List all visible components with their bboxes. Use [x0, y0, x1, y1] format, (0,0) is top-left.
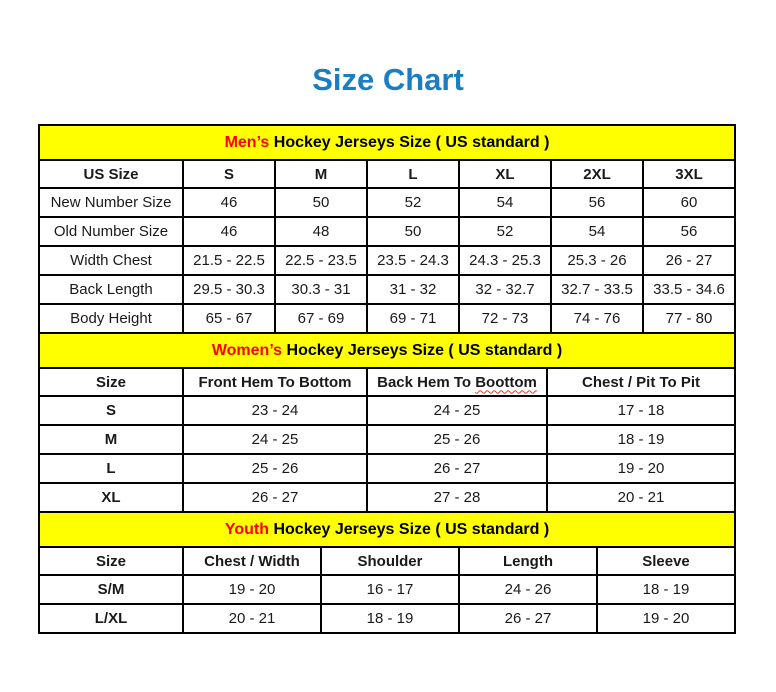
- mens-row-label: Body Height: [39, 304, 183, 333]
- mens-section-band: [39, 125, 735, 160]
- mens-band-accent: Men’s: [224, 133, 270, 151]
- cell: 33.5 - 34.6: [643, 275, 735, 304]
- mens-row-label: Width Chest: [39, 246, 183, 275]
- table-row: [39, 275, 735, 304]
- mens-band-title: [39, 125, 735, 160]
- youth-size-label: S/M: [39, 575, 183, 604]
- youth-col-header-size: Size: [39, 547, 183, 575]
- mens-size-table: [38, 124, 736, 334]
- cell: 74 - 76: [551, 304, 643, 333]
- cell: 31 - 32: [367, 275, 459, 304]
- table-row: [39, 483, 735, 512]
- mens-col-header-xl: XL: [459, 160, 551, 188]
- table-row: [39, 217, 735, 246]
- cell: 32.7 - 33.5: [551, 275, 643, 304]
- youth-col-header-sleeve: Sleeve: [597, 547, 735, 575]
- youth-size-table: [38, 511, 736, 634]
- womens-band-accent: Women’s: [211, 341, 283, 359]
- cell: 26 - 27: [367, 454, 547, 483]
- cell: 32 - 32.7: [459, 275, 551, 304]
- cell: 25.3 - 26: [551, 246, 643, 275]
- size-chart: [38, 124, 734, 634]
- table-row: [39, 246, 735, 275]
- cell: 60: [643, 188, 735, 217]
- womens-size-table: [38, 332, 736, 513]
- cell: 19 - 20: [183, 575, 321, 604]
- womens-band-rest: Hockey Jerseys Size ( US standard ): [282, 341, 563, 359]
- page-title: Size Chart: [312, 62, 464, 97]
- cell: 24.3 - 25.3: [459, 246, 551, 275]
- cell: 19 - 20: [547, 454, 735, 483]
- womens-col-header-size: Size: [39, 368, 183, 396]
- cell: 23 - 24: [183, 396, 367, 425]
- womens-col-header-front-hem: Front Hem To Bottom: [183, 368, 367, 396]
- womens-size-label: XL: [39, 483, 183, 512]
- cell: 21.5 - 22.5: [183, 246, 275, 275]
- back-hem-label: Back Hem To: [377, 373, 476, 391]
- mens-row-label: Old Number Size: [39, 217, 183, 246]
- cell: 69 - 71: [367, 304, 459, 333]
- womens-col-header-back-hem: [367, 368, 547, 396]
- cell: 26 - 27: [459, 604, 597, 633]
- womens-header-row: [39, 368, 735, 396]
- cell: 56: [643, 217, 735, 246]
- table-row: [39, 425, 735, 454]
- cell: 19 - 20: [597, 604, 735, 633]
- table-row: [39, 396, 735, 425]
- cell: 50: [367, 217, 459, 246]
- misspelled-word: Boottom: [475, 373, 537, 391]
- cell: 54: [551, 217, 643, 246]
- cell: 50: [275, 188, 367, 217]
- cell: 16 - 17: [321, 575, 459, 604]
- cell: 20 - 21: [183, 604, 321, 633]
- cell: 72 - 73: [459, 304, 551, 333]
- womens-col-header-chest: Chest / Pit To Pit: [547, 368, 735, 396]
- mens-row-label: Back Length: [39, 275, 183, 304]
- cell: 67 - 69: [275, 304, 367, 333]
- youth-band-accent: Youth: [224, 520, 270, 538]
- youth-size-label: L/XL: [39, 604, 183, 633]
- cell: 18 - 19: [597, 575, 735, 604]
- youth-band-title: [39, 512, 735, 547]
- table-row: [39, 304, 735, 333]
- cell: 54: [459, 188, 551, 217]
- cell: 24 - 25: [183, 425, 367, 454]
- cell: 23.5 - 24.3: [367, 246, 459, 275]
- youth-band-rest: Hockey Jerseys Size ( US standard ): [269, 520, 550, 538]
- womens-size-label: L: [39, 454, 183, 483]
- cell: 17 - 18: [547, 396, 735, 425]
- cell: 20 - 21: [547, 483, 735, 512]
- cell: 26 - 27: [643, 246, 735, 275]
- mens-band-rest: Hockey Jerseys Size ( US standard ): [269, 133, 550, 151]
- youth-col-header-shoulder: Shoulder: [321, 547, 459, 575]
- cell: 24 - 25: [367, 396, 547, 425]
- mens-col-header-m: M: [275, 160, 367, 188]
- youth-header-row: [39, 547, 735, 575]
- womens-size-label: M: [39, 425, 183, 454]
- mens-row-label: New Number Size: [39, 188, 183, 217]
- mens-col-header-3xl: 3XL: [643, 160, 735, 188]
- womens-size-label: S: [39, 396, 183, 425]
- cell: 18 - 19: [321, 604, 459, 633]
- table-row: [39, 604, 735, 633]
- table-row: [39, 454, 735, 483]
- cell: 29.5 - 30.3: [183, 275, 275, 304]
- cell: 46: [183, 217, 275, 246]
- cell: 18 - 19: [547, 425, 735, 454]
- table-row: [39, 575, 735, 604]
- youth-col-header-chest-width: Chest / Width: [183, 547, 321, 575]
- mens-header-row: [39, 160, 735, 188]
- cell: 25 - 26: [183, 454, 367, 483]
- womens-section-band: [39, 333, 735, 368]
- cell: 48: [275, 217, 367, 246]
- mens-col-header-l: L: [367, 160, 459, 188]
- youth-col-header-length: Length: [459, 547, 597, 575]
- mens-col-header-2xl: 2XL: [551, 160, 643, 188]
- cell: 56: [551, 188, 643, 217]
- cell: 24 - 26: [459, 575, 597, 604]
- cell: 46: [183, 188, 275, 217]
- cell: 27 - 28: [367, 483, 547, 512]
- mens-col-header-us-size: US Size: [39, 160, 183, 188]
- cell: 22.5 - 23.5: [275, 246, 367, 275]
- cell: 25 - 26: [367, 425, 547, 454]
- mens-col-header-s: S: [183, 160, 275, 188]
- table-row: [39, 188, 735, 217]
- cell: 52: [459, 217, 551, 246]
- womens-band-title: [39, 333, 735, 368]
- cell: 77 - 80: [643, 304, 735, 333]
- cell: 26 - 27: [183, 483, 367, 512]
- cell: 65 - 67: [183, 304, 275, 333]
- cell: 52: [367, 188, 459, 217]
- cell: 30.3 - 31: [275, 275, 367, 304]
- youth-section-band: [39, 512, 735, 547]
